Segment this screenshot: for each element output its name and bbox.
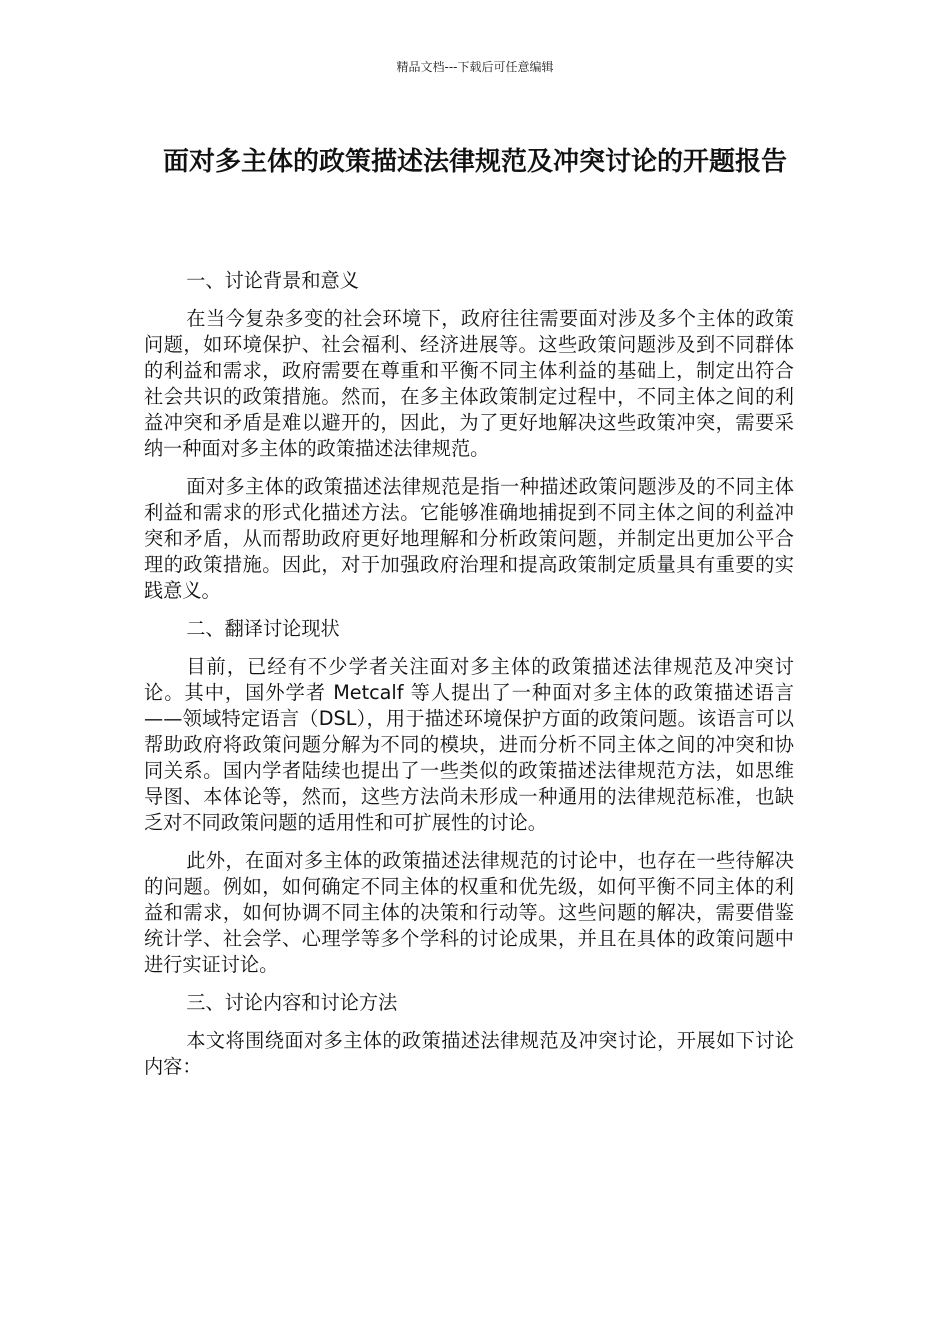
section-heading-status: 二、翻译讨论现状: [186, 617, 340, 640]
section-heading-background: 一、讨论背景和意义: [186, 269, 359, 292]
document-body: [144, 268, 794, 1092]
paragraph-background-2: 面对多主体的政策描述法律规范是指一种描述政策问题涉及的不同主体利益和需求的形式化描述方法。它能够准确地捕捉到不同主体之间的利益冲突和矛盾，从而帮助政府更好地理解和分析政策问题，并制定出更加公平合理的政策措施。因此，对于加强政府治理和提高政策制定质量具有重要的实践意义。: [144, 475, 794, 602]
document-title: 面对多主体的政策描述法律规范及冲突讨论的开题报告: [162, 147, 787, 177]
header-note: 精品文档---下载后可任意编辑: [396, 60, 554, 74]
section-heading-content: 三、讨论内容和讨论方法: [186, 991, 398, 1014]
paragraph-status-1: 目前，已经有不少学者关注面对多主体的政策描述法律规范及冲突讨论。其中，国外学者 Metcalf 等人提出了一种面对多主体的政策描述语言——领域特定语言（DSL），用于描述环境保护方面的政策问题。该语言可以帮助政府将政策问题分解为不同的模块，进而分析不同主体之间的冲突和协同关系。国内学者陆续也提出了一些类似的政策描述法律规范方法，如思维导图、本体论等，然而，这些方法尚未形成一种通用的法律规范标准，也缺乏对不同政策问题的适用性和可扩展性的讨论。: [144, 655, 794, 834]
paragraph-background-1: 在当今复杂多变的社会环境下，政府往往需要面对涉及多个主体的政策问题，如环境保护、社会福利、经济进展等。这些政策问题涉及到不同群体的利益和需求，政府需要在尊重和平衡不同主体利益的基础上，制定出符合社会共识的政策措施。然而，在多主体政策制定过程中，不同主体之间的利益冲突和矛盾是难以避开的，因此，为了更好地解决这些政策冲突，需要采纳一种面对多主体的政策描述法律规范。: [144, 307, 794, 460]
paragraph-status-2: 此外，在面对多主体的政策描述法律规范的讨论中，也存在一些待解决的问题。例如，如何确定不同主体的权重和优先级，如何平衡不同主体的利益和需求，如何协调不同主体的决策和行动等。这些问题的解决，需要借鉴统计学、社会学、心理学等多个学科的讨论成果，并且在具体的政策问题中进行实证讨论。: [144, 849, 794, 976]
paragraph-content-1: 本文将围绕面对多主体的政策描述法律规范及冲突讨论，开展如下讨论内容：: [144, 1029, 794, 1078]
